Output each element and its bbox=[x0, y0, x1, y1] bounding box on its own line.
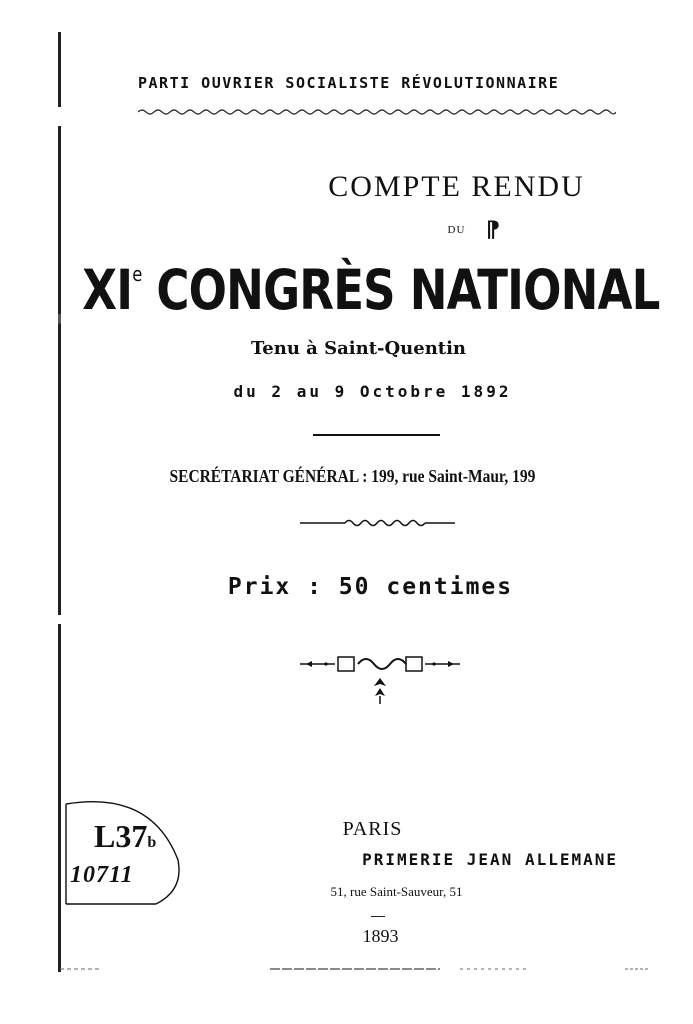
location-line: Tenu à Saint-Quentin bbox=[250, 338, 467, 359]
stamp-line2: 10711 bbox=[70, 862, 134, 888]
publisher-address: 51, rue Saint-Sauveur, 51 bbox=[330, 884, 463, 899]
margin-mark: ⁋ bbox=[486, 218, 500, 243]
publisher-city: PARIS bbox=[342, 818, 403, 840]
title-rest: CONGRÈS NATIONAL bbox=[156, 258, 660, 322]
secretariat-line: SECRÉTARIAT GÉNÉRAL : 199, rue Saint-Maur, 199 bbox=[169, 466, 536, 486]
title-superscript: e bbox=[132, 262, 142, 286]
stamp-line1-main: L37 bbox=[94, 818, 148, 854]
du-label: DU bbox=[447, 224, 466, 236]
fleuron-ornament bbox=[300, 652, 460, 712]
publication-year: 1893 bbox=[362, 926, 399, 946]
price-line: Prix : 50 centimes bbox=[227, 574, 514, 600]
bottom-edge-marks bbox=[60, 966, 650, 972]
solid-rule bbox=[313, 434, 440, 436]
stamp-line1-suffix: b bbox=[147, 834, 157, 851]
wavy-rule bbox=[138, 108, 616, 116]
compte-rendu-heading: COMPTE RENDU bbox=[328, 170, 585, 203]
congress-title bbox=[82, 258, 660, 322]
publisher-name: PRIMERIE JEAN ALLEMANE bbox=[362, 850, 618, 869]
short-dash bbox=[371, 916, 385, 917]
party-header: PARTI OUVRIER SOCIALISTE RÉVOLUTIONNAIRE bbox=[138, 74, 560, 92]
dates-line: du 2 au 9 Octobre 1892 bbox=[233, 382, 512, 401]
ornament-divider bbox=[300, 516, 455, 530]
title-roman: XI bbox=[82, 258, 133, 322]
